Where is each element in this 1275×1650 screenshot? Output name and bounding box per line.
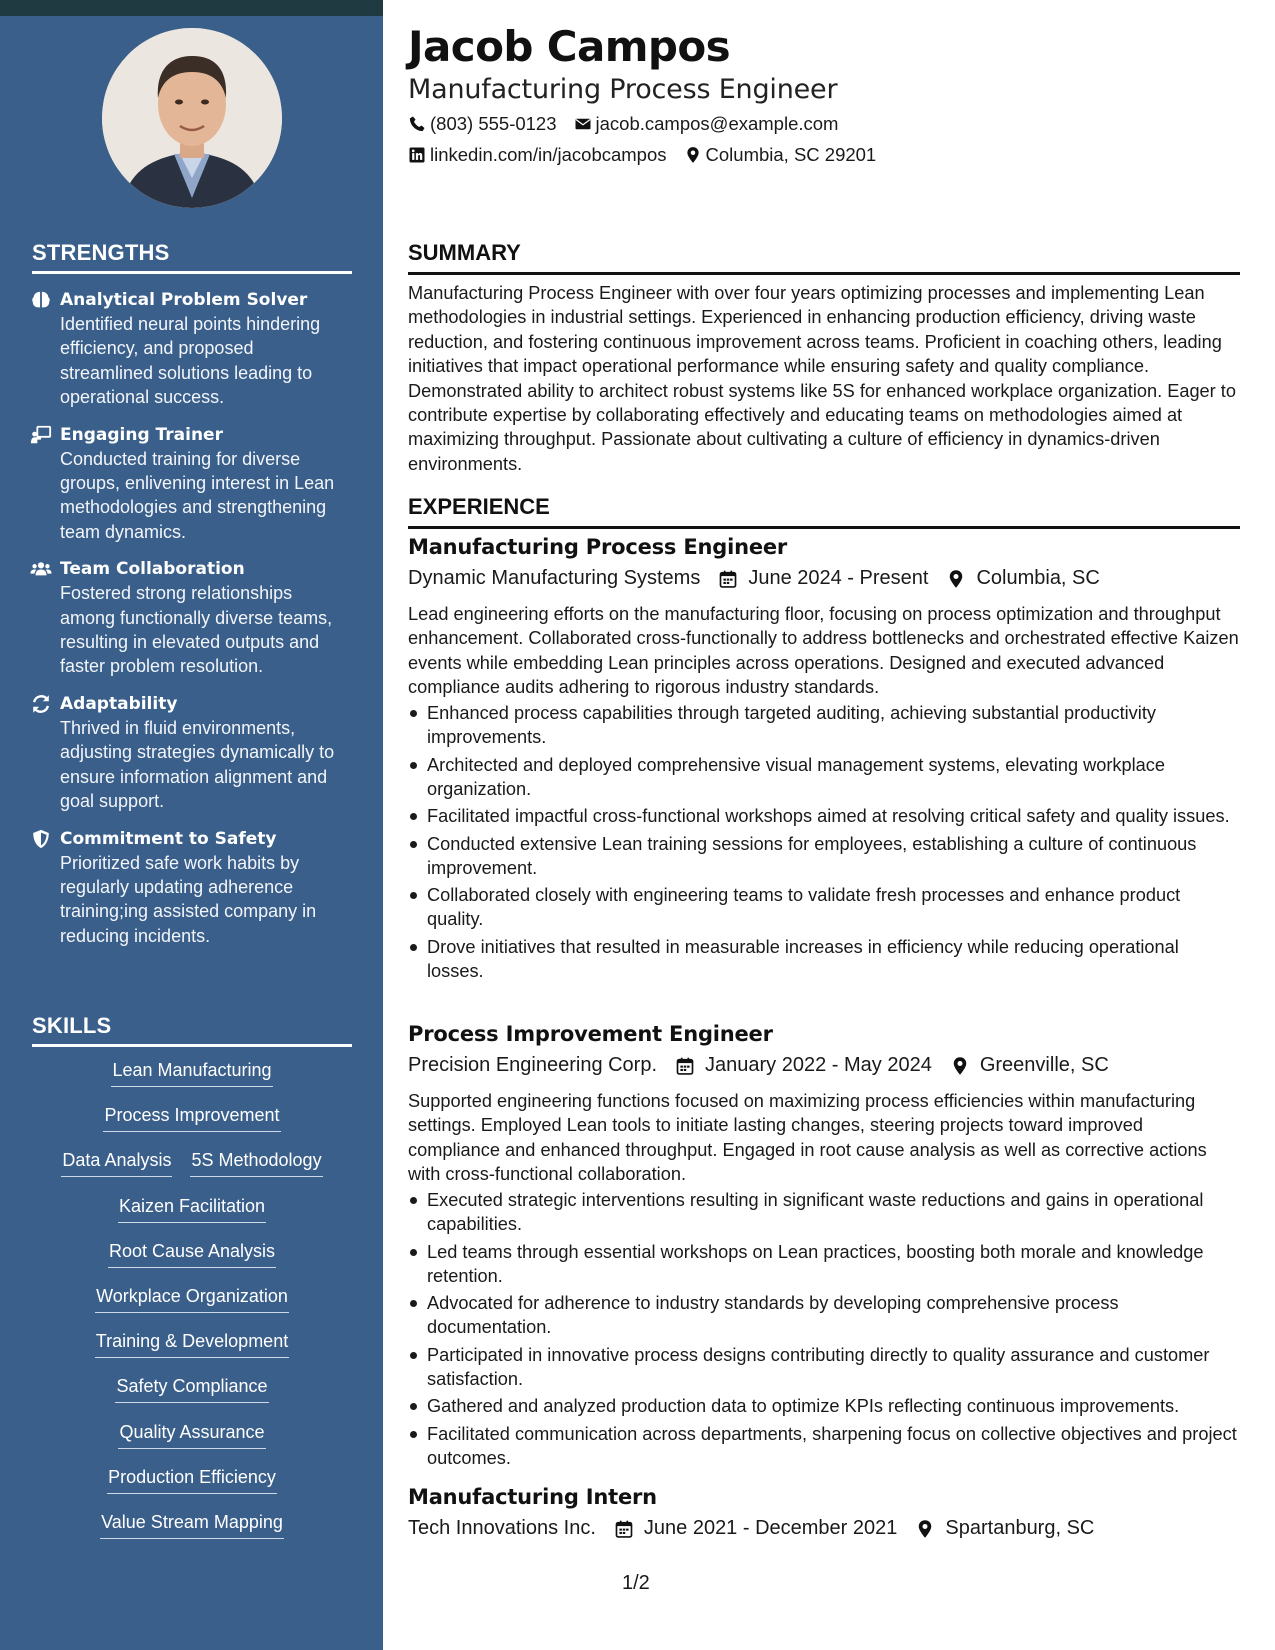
company-name: Dynamic Manufacturing Systems — [408, 567, 701, 589]
job-dates — [614, 1517, 898, 1540]
location-text: Columbia, SC 29201 — [705, 144, 877, 165]
email-text: jacob.campos@example.com — [595, 113, 839, 134]
brain-icon — [30, 288, 60, 410]
page-number: 1/2 — [622, 1572, 650, 1594]
job-bullets — [408, 701, 1240, 987]
skill-tag: 5S Methodology — [190, 1148, 322, 1177]
company-name: Precision Engineering Corp. — [408, 1054, 658, 1076]
map-pin-icon — [950, 1056, 970, 1076]
job-meta — [408, 567, 1118, 590]
summary-text: Manufacturing Process Engineer with over four years optimizing processes and implementing Lean methodologies in industrial settings. Experienced in enhancing production efficiency, driving waste reduction, and fostering continuous improvement across teams. Proficient in coaching others, leading initiatives that impact operational performance while ensuring safety and quality compliance. Demonstrated ability to architect robust systems like 5S for enhanced workplace organization. Eager to contribute expertise by collaborating effectively and educating teams on methodologies aimed at maximizing throughput. Passionate about cultivating a culture of efficiency in dynamics-driven environments. — [408, 283, 1236, 474]
skill-tag: Quality Assurance — [118, 1420, 265, 1449]
job-meta — [408, 1517, 1112, 1540]
candidate-name: Jacob Campos — [408, 22, 731, 71]
map-pin-icon — [915, 1519, 935, 1539]
bullet-item: Executed strategic interventions resulting in significant waste reductions and gains in operational capabilities. — [408, 1188, 1240, 1236]
strength-title: Team Collaboration — [60, 559, 245, 580]
skill-tag: Data Analysis — [61, 1148, 172, 1177]
strengths-heading: STRENGTHS — [32, 240, 352, 274]
summary-heading: SUMMARY — [408, 240, 1240, 275]
bullet-item: Conducted extensive Lean training sessions for employees, establishing a culture of continuous improvement. — [408, 832, 1240, 880]
bullet-item: Collaborated closely with engineering teams to validate fresh processes and enhance product quality. — [408, 883, 1240, 931]
skill-tag: Training & Development — [95, 1329, 289, 1358]
job-location — [946, 567, 1099, 590]
map-pin-icon — [684, 146, 702, 164]
skills-list — [32, 1058, 352, 1555]
strength-description: Identified neural points hindering efficiency, and proposed streamlined solutions leading to operational success. — [60, 314, 321, 408]
job-meta — [408, 1054, 1127, 1077]
users-icon — [30, 557, 60, 679]
skills-heading: SKILLS — [32, 1013, 352, 1047]
skill-tag: Process Improvement — [103, 1103, 280, 1132]
job-description: Supported engineering functions focused on maximizing process efficiencies within manufacturing settings. Employed Lean tools to initiate lasting changes, steering projects toward improved compliance and enhanced throughput. Engaged in root cause analysis as well as corrective actions with cross-functional collaboration. — [408, 1091, 1207, 1185]
bullet-item: Facilitated impactful cross-functional workshops aimed at resolving critical safety and quality issues. — [408, 804, 1240, 828]
job-dates-text: June 2024 - Present — [748, 567, 929, 589]
bullet-item: Participated in innovative process designs contributing directly to quality assurance and customer satisfaction. — [408, 1343, 1240, 1391]
job-dates — [718, 567, 928, 590]
skill-tag: Production Efficiency — [107, 1465, 277, 1494]
strength-item — [30, 423, 350, 545]
job-bullets — [408, 1188, 1240, 1474]
contact-row-1 — [408, 113, 855, 135]
job-title: Manufacturing Process Engineer — [408, 535, 788, 559]
phone-text: (803) 555-0123 — [430, 113, 557, 134]
job-location — [950, 1054, 1109, 1077]
bullet-item: Drove initiatives that resulted in measurable increases in efficiency while reducing operational losses. — [408, 935, 1240, 983]
strength-title: Analytical Problem Solver — [60, 290, 308, 310]
bullet-item: Led teams through essential workshops on Lean practices, boosting both morale and knowledge retention. — [408, 1240, 1240, 1288]
strength-description: Prioritized safe work habits by regularly updating adherence training;ing assisted company in reducing incidents. — [60, 852, 317, 946]
calendar-icon — [675, 1056, 695, 1076]
job-location-text: Greenville, SC — [979, 1054, 1109, 1076]
job-location — [915, 1517, 1094, 1540]
bullet-item: Enhanced process capabilities through targeted auditing, achieving substantial productivity improvements. — [408, 701, 1240, 749]
profile-photo — [102, 28, 282, 208]
skill-tag: Workplace Organization — [95, 1284, 289, 1313]
email-contact[interactable] — [574, 113, 839, 135]
strength-description: Thrived in fluid environments, adjusting strategies dynamically to ensure information alignment and goal support. — [60, 717, 335, 812]
strength-title: Commitment to Safety — [60, 828, 277, 849]
linkedin-text: linkedin.com/in/jacobcampos — [430, 144, 667, 165]
strength-title: Adaptability — [60, 693, 178, 714]
phone-contact[interactable] — [408, 113, 557, 135]
job-title: Process Improvement Engineer — [408, 1022, 773, 1046]
strength-item — [30, 692, 350, 814]
contact-row-2 — [408, 144, 893, 166]
location-contact — [684, 144, 877, 166]
chalkboard-teacher-icon — [30, 423, 60, 545]
bullet-item: Gathered and analyzed production data to optimize KPIs reflecting continuous improvements. — [408, 1394, 1240, 1418]
strength-item — [30, 288, 350, 410]
company-name: Tech Innovations Inc. — [408, 1517, 596, 1539]
skill-tag: Value Stream Mapping — [100, 1510, 284, 1539]
job-dates-text: June 2021 - December 2021 — [643, 1517, 898, 1539]
job-location-text: Spartanburg, SC — [945, 1517, 1095, 1539]
bullet-item: Facilitated communication across departments, sharpening focus on collective objectives and project outcomes. — [408, 1422, 1240, 1470]
strengths-list — [30, 288, 350, 961]
calendar-icon — [614, 1519, 634, 1539]
bullet-item: Architected and deployed comprehensive visual management systems, elevating workplace organization. — [408, 753, 1240, 801]
strength-title: Engaging Trainer — [60, 424, 223, 445]
strength-item — [30, 557, 350, 679]
sidebar — [0, 0, 383, 1650]
job-dates — [675, 1054, 932, 1077]
candidate-role: Manufacturing Process Engineer — [408, 74, 838, 105]
linkedin-icon — [408, 146, 426, 164]
calendar-icon — [718, 569, 738, 589]
job-description: Lead engineering efforts on the manufacturing floor, focusing on process optimization and throughput enhancement. Collaborated cross-functionally to address bottlenecks and orchestrated effective Kaizen events while embedding Lean principles across operations. Designed and executed advanced compliance audits adhering to rigorous industry standards. — [408, 604, 1239, 698]
skill-tag: Kaizen Facilitation — [118, 1194, 266, 1223]
envelope-icon — [574, 115, 592, 133]
experience-heading: EXPERIENCE — [408, 494, 1240, 529]
map-pin-icon — [946, 569, 966, 589]
skill-tag: Lean Manufacturing — [111, 1058, 272, 1087]
strength-item — [30, 827, 350, 949]
strength-description: Fostered strong relationships among functionally diverse teams, resulting in elevated outputs and faster problem resolution. — [60, 583, 333, 677]
sync-icon — [30, 692, 60, 814]
shield-icon — [30, 827, 60, 949]
linkedin-contact[interactable] — [408, 144, 667, 166]
bullet-item: Advocated for adherence to industry standards by developing comprehensive process documentation. — [408, 1291, 1240, 1339]
phone-icon — [408, 115, 426, 133]
job-title: Manufacturing Intern — [408, 1485, 657, 1509]
skill-tag: Root Cause Analysis — [108, 1239, 276, 1268]
job-location-text: Columbia, SC — [976, 567, 1100, 589]
strength-description: Conducted training for diverse groups, enlivening interest in Lean methodologies and strengthening team dynamics. — [60, 448, 335, 542]
skill-tag: Safety Compliance — [115, 1374, 268, 1403]
sidebar-top-band — [0, 0, 383, 16]
job-dates-text: January 2022 - May 2024 — [705, 1054, 932, 1076]
